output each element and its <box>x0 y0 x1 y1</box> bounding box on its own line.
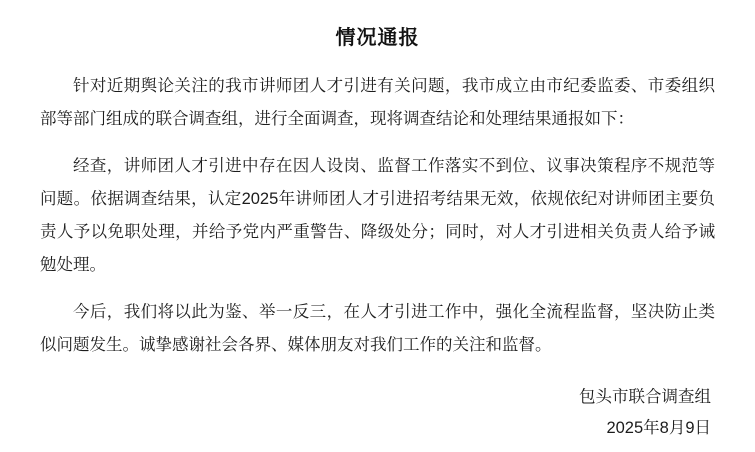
signature-block <box>40 382 715 445</box>
signature-date: 2025年8月9日 <box>606 419 711 438</box>
page-title: 情况通报 <box>335 27 420 49</box>
paragraph-1: 针对近期舆论关注的我市讲师团人才引进有关问题，我市成立由市纪委监委、市委组织部等部门组成的联合调查组，进行全面调查，现将调查结论和处理结果通报如下： <box>40 77 715 128</box>
paragraph-3: 今后，我们将以此为鉴、举一反三，在人才引进工作中，强化全流程监督，坚决防止类似问题发生。诚挚感谢社会各界、媒体朋友对我们工作的关注和监督。 <box>40 303 715 354</box>
signature-organization: 包头市联合调查组 <box>579 388 711 406</box>
paragraph-2: 经查，讲师团人才引进中存在因人设岗、监督工作落实不到位、议事决策程序不规范等问题。依据调查结果，认定2025年讲师团人才引进招考结果无效，依规依纪对讲师团主要负责人予以免职处理，并给予党内严重警告、降级处分；同时，对人才引进相关负责人给予诫勉处理。 <box>40 157 715 274</box>
